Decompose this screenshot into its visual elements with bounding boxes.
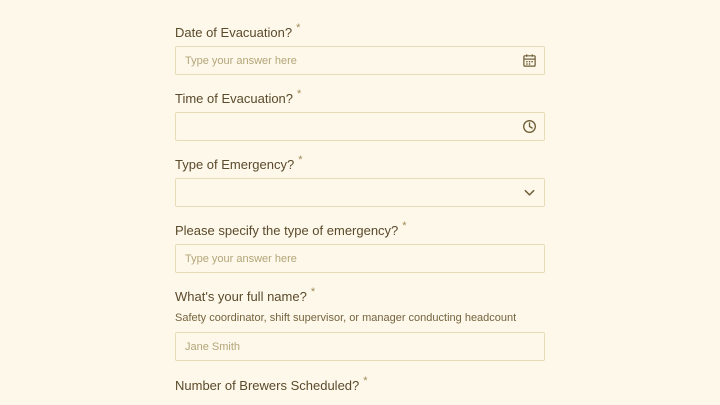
question-time: [175, 90, 545, 141]
full-name-label: What's your full name?: [175, 289, 307, 304]
time-label: Time of Evacuation?: [175, 91, 294, 106]
clock-icon[interactable]: [522, 119, 537, 134]
chevron-down-icon[interactable]: [522, 185, 537, 200]
question-label: [175, 156, 545, 174]
question-full-name: [175, 288, 545, 361]
full-name-description: Safety coordinator, shift supervisor, or manager conducting headcount: [175, 312, 517, 324]
full-name-field[interactable]: [175, 332, 545, 361]
required-marker: *: [310, 286, 316, 298]
calendar-icon[interactable]: [522, 53, 537, 68]
required-marker: *: [297, 88, 302, 100]
date-input[interactable]: [176, 47, 506, 74]
brewers-scheduled-label: Number of Brewers Scheduled?: [175, 378, 360, 393]
specify-emergency-field[interactable]: [175, 244, 545, 273]
question-emergency-type: [175, 156, 545, 207]
question-specify-emergency: [175, 222, 545, 273]
time-field[interactable]: [175, 112, 545, 141]
required-marker: *: [402, 220, 407, 232]
time-input[interactable]: [176, 113, 506, 140]
required-marker: *: [363, 375, 368, 387]
question-label: [175, 24, 545, 42]
date-field[interactable]: [175, 46, 545, 75]
question-label: [175, 222, 545, 240]
required-marker: *: [298, 154, 303, 166]
full-name-input[interactable]: [176, 333, 506, 360]
required-marker: *: [296, 22, 301, 34]
specify-emergency-input[interactable]: [176, 245, 506, 272]
question-label: [175, 90, 545, 108]
question-brewers-scheduled: [175, 377, 545, 395]
question-label: [175, 288, 545, 306]
emergency-type-select[interactable]: [175, 178, 545, 207]
question-date: [175, 24, 545, 75]
specify-emergency-label: Please specify the type of emergency?: [175, 223, 399, 238]
date-label: Date of Evacuation?: [175, 25, 293, 40]
question-label: [175, 377, 545, 395]
emergency-type-label: Type of Emergency?: [175, 157, 295, 172]
